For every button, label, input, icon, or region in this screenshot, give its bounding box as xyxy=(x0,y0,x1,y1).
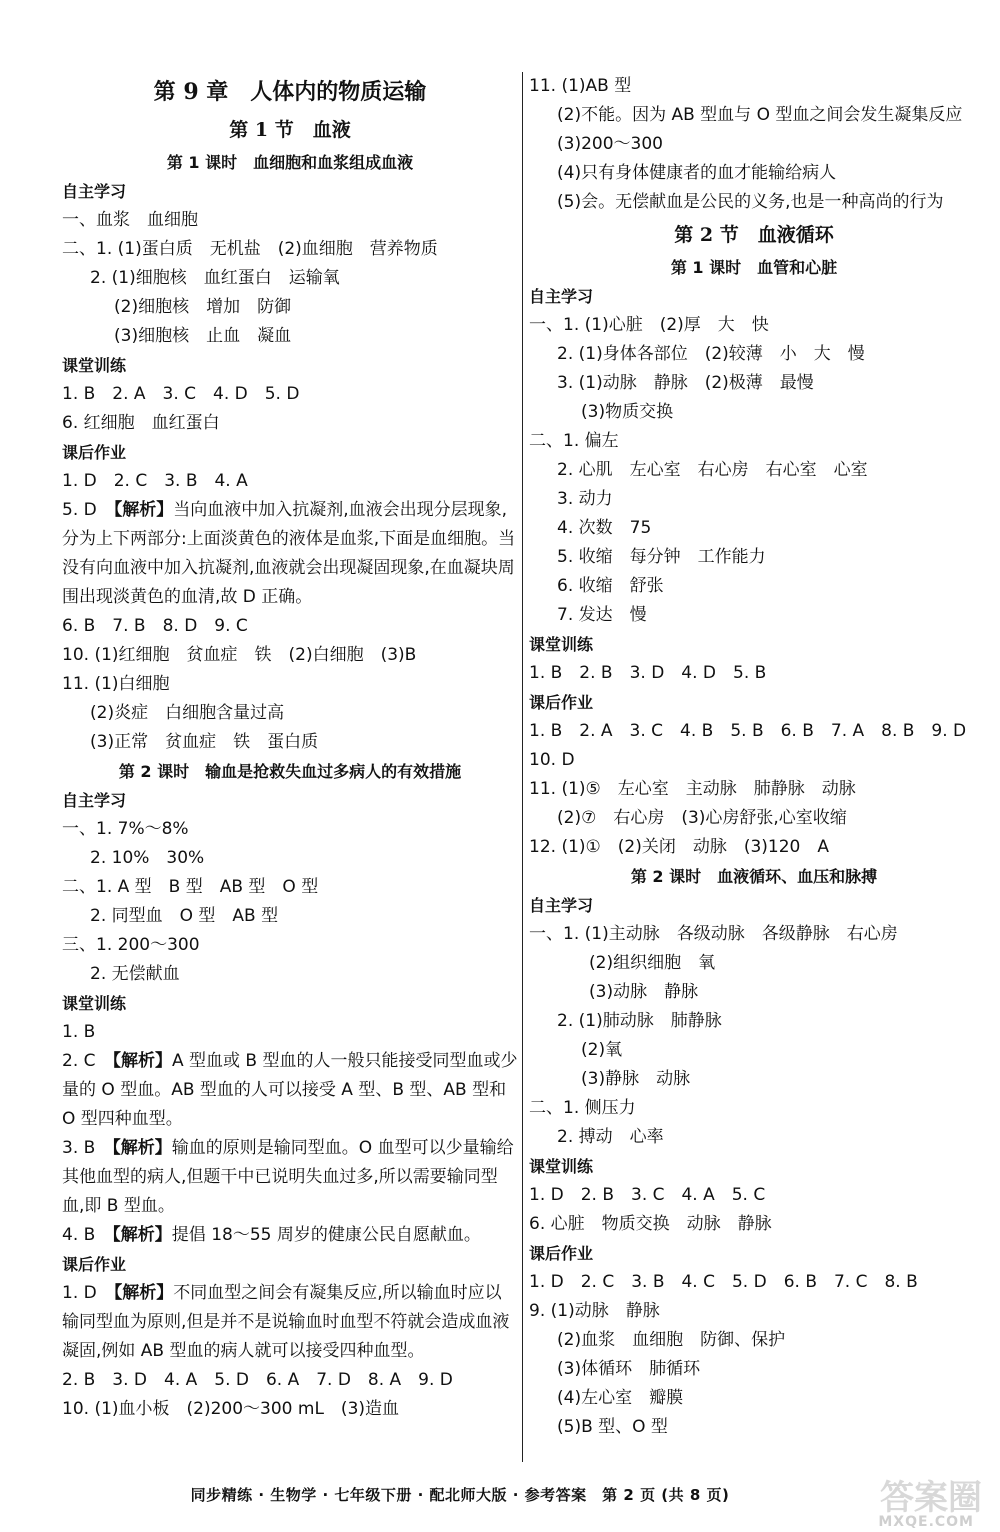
answer-line: 6. 红细胞 血红蛋白 xyxy=(62,413,220,433)
answer-line: 9. (1)动脉 静脉 xyxy=(529,1301,660,1321)
heading-zizhu: 自主学习 xyxy=(62,182,127,201)
answer-line: (5)B 型、O 型 xyxy=(557,1417,668,1437)
answer-line: 11. (1)白细胞 xyxy=(62,674,170,694)
answer-line: 2. (1)身体各部位 (2)较薄 小 大 慢 xyxy=(557,344,865,364)
answer-line: 一、1. (1)心脏 (2)厚 大 快 xyxy=(529,315,769,335)
watermark-mark: 答案圈 xyxy=(880,1478,982,1518)
answer-line: 5. 收缩 每分钟 工作能力 xyxy=(557,547,766,567)
heading-kehou: 课后作业 xyxy=(62,1255,127,1274)
answer-line: (2)细胞核 增加 防御 xyxy=(114,297,292,317)
section-title: 第 1 节 血液 xyxy=(229,119,351,141)
watermark-logo xyxy=(822,1470,982,1530)
answer-prefix: 1. D xyxy=(62,1283,114,1303)
answer-line: 二、1. 侧压力 xyxy=(529,1098,636,1118)
answer-line: (2)炎症 白细胞含量过高 xyxy=(90,703,285,723)
left-column xyxy=(62,72,518,1424)
lesson-title: 第 1 课时 血管和心脏 xyxy=(670,258,838,277)
analysis-text: A 型血或 B 型血的人一般只能接受同型血或少量的 O 型血。AB 型血的人可以接受 A 型、B 型、AB 型和 O 型四种血型。 xyxy=(62,1051,518,1129)
answer-text: 一、血浆 血细胞 xyxy=(62,210,198,230)
answer-line: 11. (1)⑤ 左心室 主动脉 肺静脉 动脉 xyxy=(529,779,856,799)
answer-line: 11. (1)AB 型 xyxy=(529,76,632,96)
answer-line: 2. 心肌 左心室 右心房 右心室 心室 xyxy=(557,460,868,480)
lesson-title: 第 1 课时 血细胞和血浆组成血液 xyxy=(166,153,414,172)
heading-kehou: 课后作业 xyxy=(529,1244,594,1263)
answer-line: (2)血浆 血细胞 防御、保护 xyxy=(557,1330,786,1350)
answer-line: 6. B 7. B 8. D 9. C xyxy=(62,616,248,636)
answer-line: 2. (1)肺动脉 肺静脉 xyxy=(557,1011,722,1031)
answer-line xyxy=(62,206,518,235)
answer-line: (3)物质交换 xyxy=(581,402,674,422)
answer-line: 1. B 2. B 3. D 4. D 5. B xyxy=(529,663,767,683)
answer-line: (2)氧 xyxy=(581,1040,623,1060)
answer-line: (3)体循环 肺循环 xyxy=(557,1359,701,1379)
heading-zizhu: 自主学习 xyxy=(529,287,594,306)
page-footer: 同步精练 · 生物学 · 七年级下册 · 配北师大版 · 参考答案 第 2 页 (共 8 页) xyxy=(190,1486,730,1504)
answer-prefix: 3. B xyxy=(62,1138,113,1158)
answer-line: 1. D 2. C 3. B 4. C 5. D 6. B 7. C 8. B xyxy=(529,1272,918,1292)
answer-line: 2. 搏动 心率 xyxy=(557,1127,664,1147)
heading-kehou: 课后作业 xyxy=(529,693,594,712)
answer-line: 1. B 2. A 3. C 4. D 5. D xyxy=(62,384,300,404)
answer-line: 10. D xyxy=(529,750,575,770)
answer-prefix: 4. B xyxy=(62,1225,113,1245)
explanation-block xyxy=(62,1047,518,1134)
answer-line: 1. B 2. A 3. C 4. B 5. B 6. B 7. A 8. B 9. D xyxy=(529,721,967,741)
watermark-text: MXQE.COM xyxy=(878,1514,974,1530)
answer-line: 一、1. 7%～8% xyxy=(62,819,189,839)
answer-line: (2)组织细胞 氧 xyxy=(589,953,716,973)
answer-line: 3. (1)动脉 静脉 (2)极薄 最慢 xyxy=(557,373,814,393)
answer-line: (4)左心室 瓣膜 xyxy=(557,1388,684,1408)
analysis-text: 提倡 18～55 周岁的健康公民自愿献血。 xyxy=(171,1225,481,1245)
analysis-tag: 【解析】 xyxy=(112,1225,172,1245)
answer-line: 10. (1)红细胞 贫血症 铁 (2)白细胞 (3)B xyxy=(62,645,417,665)
answer-line: 12. (1)① (2)关闭 动脉 (3)120 A xyxy=(529,837,829,857)
answer-line: 2. 无偿献血 xyxy=(90,964,180,984)
answer-line: (3)动脉 静脉 xyxy=(589,982,699,1002)
answer-line: 4. 次数 75 xyxy=(557,518,652,538)
lesson-title: 第 2 课时 输血是抢救失血过多病人的有效措施 xyxy=(118,762,462,781)
explanation-block xyxy=(62,1134,518,1221)
answer-prefix: 2. C xyxy=(62,1051,113,1071)
analysis-tag: 【解析】 xyxy=(113,1283,174,1303)
answer-line: 1. D 2. B 3. C 4. A 5. C xyxy=(529,1185,766,1205)
column-divider xyxy=(522,72,523,1462)
answer-line: (3)正常 贫血症 铁 蛋白质 xyxy=(90,732,319,752)
answer-line: (5)会。无偿献血是公民的义务,也是一种高尚的行为 xyxy=(557,192,944,212)
right-column xyxy=(529,72,979,1442)
lesson-title: 第 2 课时 血液循环、血压和脉搏 xyxy=(630,867,878,886)
heading-ketang: 课堂训练 xyxy=(62,994,127,1013)
analysis-text: 当向血液中加入抗凝剂,血液会出现分层现象,分为上下两部分:上面淡黄色的液体是血浆,下面是血细胞。当没有向血液中加入抗凝剂,血液就会出现凝固现象,在血凝块周围出现淡黄色的血清,故 D 正确。 xyxy=(62,500,516,607)
answer-prefix: 5. D xyxy=(62,500,114,520)
answer-line: (2)不能。因为 AB 型血与 O 型血之间会发生凝集反应 xyxy=(557,105,963,125)
chapter-title: 第 9 章 人体内的物质运输 xyxy=(153,79,427,105)
heading-zizhu: 自主学习 xyxy=(62,791,127,810)
answer-line: 7. 发达 慢 xyxy=(557,605,647,625)
answer-line: 2. 10% 30% xyxy=(90,848,205,868)
answer-line: (3)200～300 xyxy=(557,134,663,154)
answer-line: 一、1. (1)主动脉 各级动脉 各级静脉 右心房 xyxy=(529,924,898,944)
answer-line: 二、1. 偏左 xyxy=(529,431,619,451)
analysis-text: 不同血型之间会有凝集反应,所以输血时应以输同型血为原则,但是并不是说输血时血型不符就会造成血液凝固,例如 AB 型血的病人就可以接受四种血型。 xyxy=(62,1283,510,1361)
answer-line: 二、1. A 型 B 型 AB 型 O 型 xyxy=(62,877,319,897)
heading-zizhu: 自主学习 xyxy=(529,896,594,915)
section-title: 第 2 节 血液循环 xyxy=(674,224,834,246)
answer-line: 2. B 3. D 4. A 5. D 6. A 7. D 8. A 9. D xyxy=(62,1370,453,1390)
analysis-tag: 【解析】 xyxy=(112,1138,172,1158)
answer-line: 1. D 2. C 3. B 4. A xyxy=(62,471,248,491)
explanation-block xyxy=(62,1221,518,1250)
answer-line: 3. 动力 xyxy=(557,489,613,509)
heading-kehou: 课后作业 xyxy=(62,443,127,462)
answer-line: 6. 心脏 物质交换 动脉 静脉 xyxy=(529,1214,772,1234)
heading-ketang: 课堂训练 xyxy=(529,1157,594,1176)
analysis-tag: 【解析】 xyxy=(112,1051,172,1071)
answer-line: (4)只有身体健康者的血才能输给病人 xyxy=(557,163,837,183)
analysis-text: 输血的原则是输同型血。O 血型可以少量输给其他血型的病人,但题干中已说明失血过多,所以需要输同型血,即 B 型血。 xyxy=(62,1138,514,1216)
analysis-tag: 【解析】 xyxy=(113,500,174,520)
heading-ketang: 课堂训练 xyxy=(62,356,127,375)
heading-ketang: 课堂训练 xyxy=(529,635,594,654)
answer-line: 三、1. 200～300 xyxy=(62,935,200,955)
answer-line: (3)静脉 动脉 xyxy=(581,1069,691,1089)
answer-line: 1. B xyxy=(62,1022,96,1042)
answer-line: 10. (1)血小板 (2)200～300 mL (3)造血 xyxy=(62,1399,400,1419)
answer-line: 2. 同型血 O 型 AB 型 xyxy=(90,906,279,926)
answer-line: 2. (1)细胞核 血红蛋白 运输氧 xyxy=(90,268,340,288)
answer-line: 二、1. (1)蛋白质 无机盐 (2)血细胞 营养物质 xyxy=(62,239,438,259)
explanation-block xyxy=(62,1279,518,1366)
answer-line: (3)细胞核 止血 凝血 xyxy=(114,326,292,346)
explanation-block xyxy=(62,496,518,612)
answer-line: (2)⑦ 右心房 (3)心房舒张,心室收缩 xyxy=(557,808,847,828)
answer-line: 6. 收缩 舒张 xyxy=(557,576,664,596)
